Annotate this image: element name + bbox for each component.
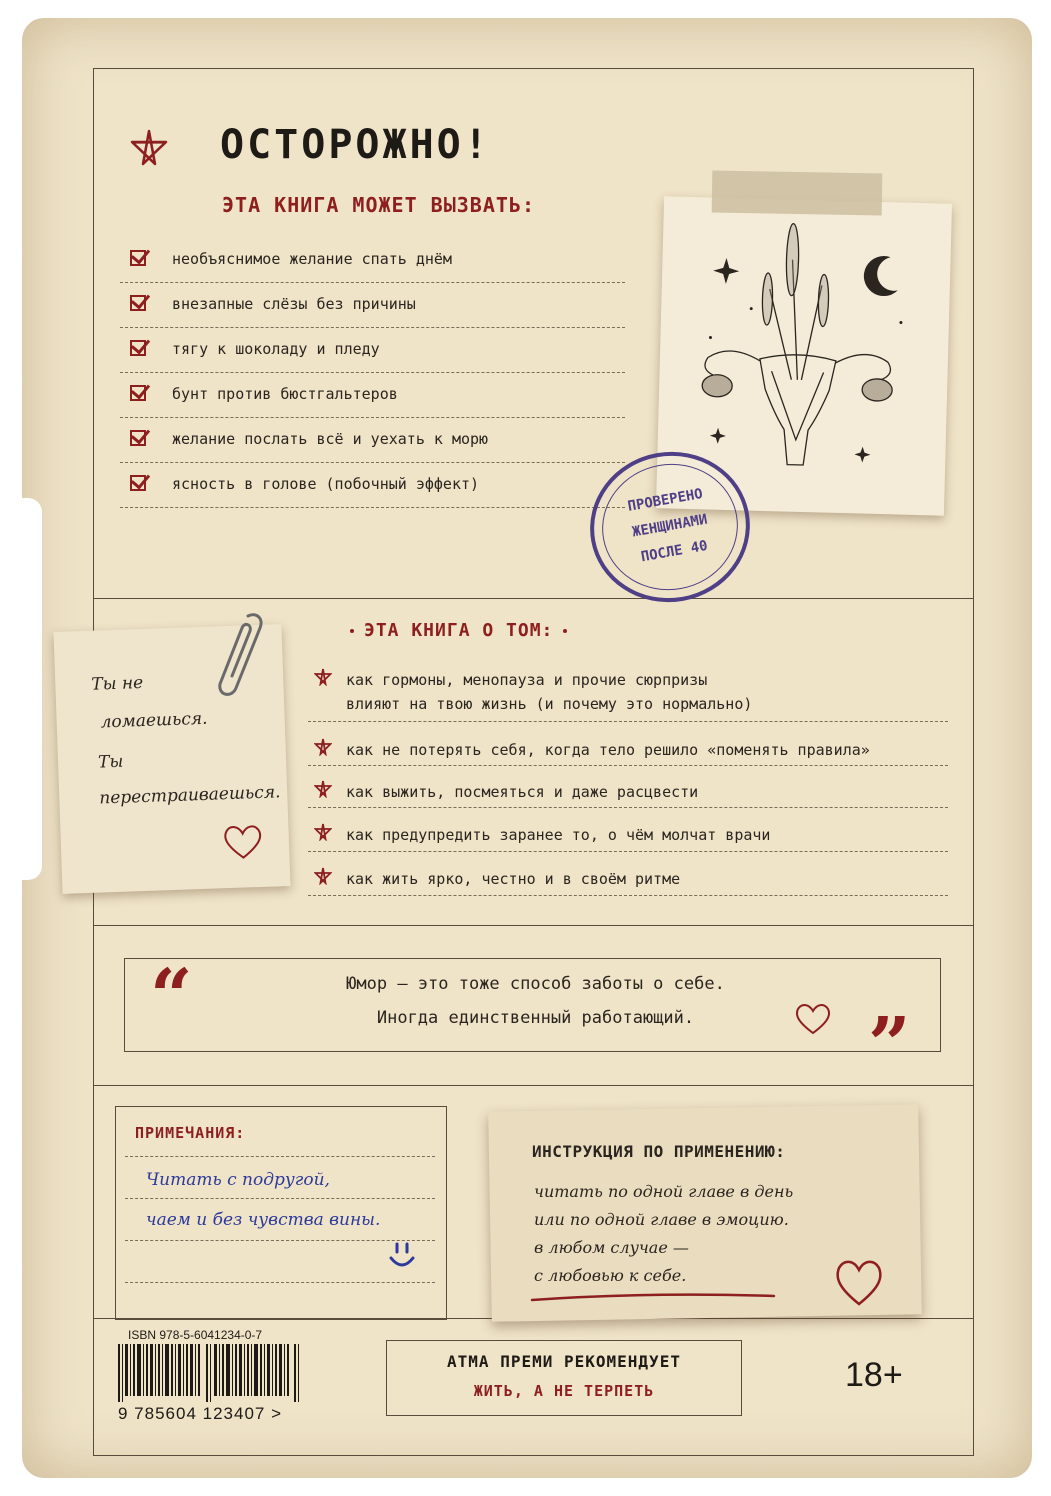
checkbox-checked-icon <box>130 340 146 356</box>
about-title <box>340 620 577 641</box>
note-line: ломаешься. <box>100 708 208 733</box>
star-icon <box>314 867 332 885</box>
list-item <box>308 808 948 852</box>
check-item-label: внезапные слёзы без причины <box>172 295 416 313</box>
stamp-line-1: ПРОВЕРЕНО <box>626 485 705 515</box>
notes-rule <box>125 1198 435 1199</box>
underline-stroke <box>528 1290 778 1306</box>
page-title: ОСТОРОЖНО! <box>220 122 491 168</box>
page-subtitle: ЭТА КНИГА МОЖЕТ ВЫЗВАТЬ: <box>222 193 535 217</box>
checkbox-checked-icon <box>130 250 146 266</box>
instructions-line: читать по одной главе в день <box>534 1182 794 1201</box>
paper-notch <box>18 498 42 880</box>
quote-line-2: Иногда единственный работающий. <box>376 1008 695 1028</box>
checkbox-checked-icon <box>130 475 146 491</box>
list-item <box>308 766 948 808</box>
list-item <box>308 852 948 896</box>
close-quote-mark: ” <box>868 1002 911 1088</box>
instructions-title: ИНСТРУКЦИЯ ПО ПРИМЕНЕНИЮ: <box>532 1142 786 1161</box>
checkbox-checked-icon <box>130 385 146 401</box>
notes-title: ПРИМЕЧАНИЯ: <box>135 1124 246 1142</box>
heart-icon <box>793 1000 833 1036</box>
heart-icon <box>832 1254 886 1308</box>
list-item-text: как предупредить заранее то, о чём молчат врачи <box>346 826 771 844</box>
quote-line-1: Юмор — это тоже способ заботы о себе. <box>346 974 725 994</box>
star-icon <box>314 738 332 756</box>
instructions-line: в любом случае — <box>534 1238 689 1257</box>
checkbox-checked-icon <box>130 430 146 446</box>
check-item <box>120 238 625 283</box>
bullet-dot-icon <box>563 629 567 633</box>
check-item-label: желание послать всё и уехать к морю <box>172 430 489 448</box>
heart-icon <box>220 821 265 863</box>
stamp-line-3: ПОСЛЕ 40 <box>639 537 709 566</box>
instructions-line: или по одной главе в эмоцию. <box>534 1210 789 1229</box>
check-item-label: ясность в голове (побочный эффект) <box>172 475 480 493</box>
recommendation-line-2: ЖИТЬ, А НЕ ТЕРПЕТЬ <box>473 1382 655 1400</box>
age-rating: 18+ <box>845 1356 903 1394</box>
star-icon <box>314 668 332 686</box>
note-line: Ты <box>97 751 124 773</box>
section-divider <box>93 598 974 599</box>
section-divider <box>93 925 974 926</box>
tape-strip <box>712 171 883 216</box>
paperclip-icon <box>210 604 270 700</box>
smiley-icon <box>388 1240 416 1272</box>
list-item-text: как не потерять себя, когда тело решило «поменять правила» <box>346 741 870 759</box>
check-item <box>120 283 625 328</box>
bullet-dot-icon <box>350 629 354 633</box>
check-item-label: необъяснимое желание спать днём <box>172 250 452 268</box>
about-title-text: ЭТА КНИГА О ТОМ: <box>364 620 554 641</box>
list-item-text: как гормоны, менопауза и прочие сюрпризы влияют на твою жизнь (и почему это нормально) <box>346 671 753 713</box>
about-list <box>308 662 948 896</box>
stamp-line-2: ЖЕНЩИНАМИ <box>631 511 709 541</box>
check-item-label: тягу к шоколаду и пледу <box>172 340 380 358</box>
list-item-text: как выжить, посмеяться и даже расцвести <box>346 783 699 801</box>
barcode-icon <box>118 1344 308 1402</box>
list-item <box>308 662 948 722</box>
barcode-number: 9 785604 123407 > <box>118 1404 283 1423</box>
list-item <box>308 722 948 766</box>
checkbox-checked-icon <box>130 295 146 311</box>
notes-rule <box>125 1282 435 1283</box>
notes-handwriting-line: Читать с подругой, <box>146 1170 330 1190</box>
check-item <box>120 418 625 463</box>
section-divider <box>93 1085 974 1086</box>
open-quote-mark: “ <box>150 954 193 1040</box>
notes-handwriting-line: чаем и без чувства вины. <box>146 1210 381 1230</box>
instructions-line: с любовью к себе. <box>534 1266 687 1285</box>
note-line: перестраиваешься. <box>98 782 281 809</box>
check-item-label: бунт против бюстгальтеров <box>172 385 398 403</box>
isbn-label: ISBN 978-5-6041234-0-7 <box>128 1328 263 1342</box>
recommendation-line-1: АТМА ПРЕМИ РЕКОМЕНДУЕТ <box>447 1352 681 1371</box>
check-item <box>120 328 625 373</box>
notes-rule <box>125 1156 435 1157</box>
star-icon <box>128 128 170 170</box>
note-line: Ты не <box>91 672 144 695</box>
list-item-text: как жить ярко, честно и в своём ритме <box>346 870 681 888</box>
check-item <box>120 463 625 508</box>
check-item <box>120 373 625 418</box>
star-icon <box>314 823 332 841</box>
star-icon <box>314 780 332 798</box>
checklist <box>120 238 625 508</box>
